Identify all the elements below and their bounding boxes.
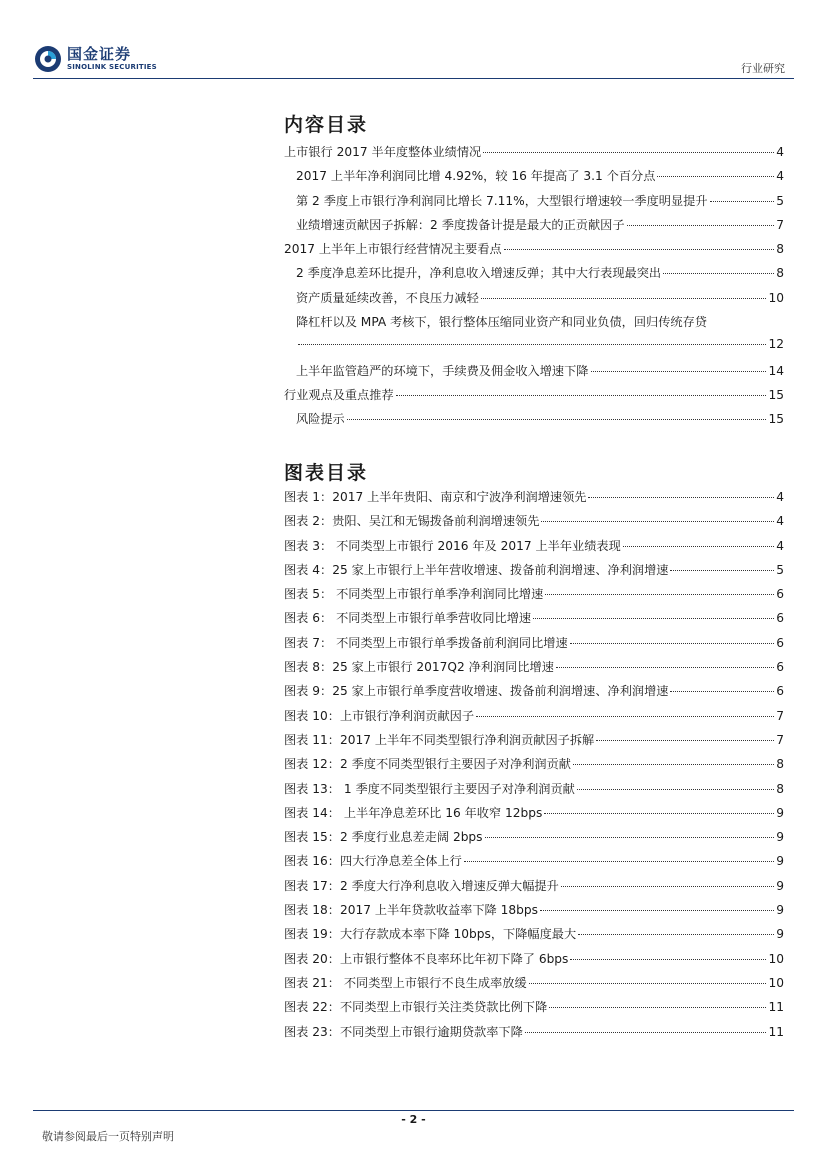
dot-leader — [623, 546, 774, 547]
sinolink-logo-icon — [33, 44, 63, 74]
figure-entry-text: 图表 18：2017 上半年贷款收益率下降 18bps — [284, 903, 538, 918]
dot-leader — [476, 716, 774, 717]
figure-entry[interactable] — [284, 998, 784, 1022]
figure-page-number: 6 — [776, 587, 784, 602]
figure-entry-text: 图表 11：2017 上半年不同类型银行净利润贡献因子拆解 — [284, 732, 595, 747]
dot-leader — [710, 201, 775, 202]
figure-entry-text: 图表 22：不同类型上市银行关注类贷款比例下降 — [284, 1000, 548, 1015]
logo-cn-text: 国金证券 — [67, 45, 132, 63]
figure-entry[interactable] — [284, 780, 784, 804]
page-number: - 2 - — [401, 1113, 426, 1126]
toc-page-number: 8 — [776, 266, 784, 281]
logo-en-text: SINOLINK SECURITIES — [67, 63, 157, 71]
dot-leader — [657, 176, 774, 177]
toc-page-number: 15 — [768, 412, 784, 427]
figure-entry[interactable] — [284, 707, 784, 731]
disclaimer-note: 敬请参阅最后一页特别声明 — [42, 1130, 174, 1143]
figure-entry[interactable] — [284, 804, 784, 828]
footer-divider — [33, 1110, 794, 1111]
figure-entry-text: 图表 10：上市银行净利润贡献因子 — [284, 708, 475, 723]
figure-page-number: 11 — [768, 1024, 784, 1039]
figure-entry[interactable] — [284, 901, 784, 925]
dot-leader — [481, 298, 767, 299]
toc-entry[interactable] — [284, 313, 784, 337]
figure-entry-text: 图表 19：大行存款成本率下降 10bps，下降幅度最大 — [284, 927, 577, 942]
dot-leader — [670, 691, 774, 692]
figure-entry-text: 图表 12：2 季度不同类型银行主要因子对净利润贡献 — [284, 757, 571, 772]
dot-leader — [533, 618, 774, 619]
toc-entry-text: 降杠杆以及 MPA 考核下，银行整体压缩同业资产和同业负债，回归传统存贷 — [296, 315, 707, 330]
toc-entry-text: 上半年监管趋严的环境下，手续费及佣金收入增速下降 — [296, 363, 589, 378]
figure-entry[interactable] — [284, 658, 784, 682]
figure-entry-text: 图表 23：不同类型上市银行逾期贷款率下降 — [284, 1024, 523, 1039]
dot-leader — [396, 395, 767, 396]
toc-entry-text: 第 2 季度上市银行净利润同比增长 7.11%，大型银行增速较一季度明显提升 — [296, 193, 708, 208]
figure-entry-text: 图表 4：25 家上市银行上半年营收增速、拨备前利润增速、净利润增速 — [284, 562, 669, 577]
toc-entry[interactable] — [284, 240, 784, 264]
toc-entry-text: 2017 上半年上市银行经营情况主要看点 — [284, 242, 502, 257]
figure-entry-text: 图表 13： 1 季度不同类型银行主要因子对净利润贡献 — [284, 781, 575, 796]
figure-entry-text: 图表 16：四大行净息差全体上行 — [284, 854, 462, 869]
dot-leader — [556, 667, 774, 668]
toc-page-number: 15 — [768, 387, 784, 402]
page-header — [0, 0, 827, 80]
figure-page-number: 7 — [776, 732, 784, 747]
figure-entry[interactable] — [284, 682, 784, 706]
figure-entry[interactable] — [284, 877, 784, 901]
toc-entry[interactable] — [284, 192, 784, 216]
toc-entry-text: 行业观点及重点推荐 — [284, 387, 394, 402]
figure-entry[interactable] — [284, 609, 784, 633]
dot-leader — [596, 740, 774, 741]
figure-entry[interactable] — [284, 755, 784, 779]
dot-leader — [670, 570, 774, 571]
dot-leader — [578, 934, 774, 935]
figure-page-number: 9 — [776, 878, 784, 893]
figure-entry[interactable] — [284, 488, 784, 512]
toc-page-number: 14 — [768, 363, 784, 378]
figure-entry[interactable] — [284, 634, 784, 658]
figure-entry[interactable] — [284, 585, 784, 609]
dot-leader — [663, 273, 774, 274]
figure-entry-text: 图表 21： 不同类型上市银行不良生成率放缓 — [284, 975, 527, 990]
dot-leader — [573, 764, 774, 765]
toc-page-number: 10 — [768, 290, 784, 305]
figure-entry-text: 图表 7： 不同类型上市银行单季拨备前利润同比增速 — [284, 635, 568, 650]
figure-entry-text: 图表 2：贵阳、吴江和无锡拨备前利润增速领先 — [284, 514, 540, 529]
header-divider — [33, 78, 794, 79]
toc-entry[interactable] — [284, 337, 784, 361]
figure-entry[interactable] — [284, 537, 784, 561]
figure-entry[interactable] — [284, 512, 784, 536]
toc-entry-text: 资产质量延续改善，不良压力减轻 — [296, 290, 479, 305]
figure-entry[interactable] — [284, 828, 784, 852]
company-logo — [33, 44, 157, 74]
figure-entry-text: 图表 20：上市银行整体不良率环比年初下降了 6bps — [284, 951, 569, 966]
figure-page-number: 6 — [776, 684, 784, 699]
dot-leader — [464, 861, 774, 862]
figures-list — [284, 488, 784, 1047]
figure-entry[interactable] — [284, 925, 784, 949]
toc-page-number: 4 — [776, 145, 784, 159]
dot-leader — [347, 419, 767, 420]
figure-page-number: 11 — [768, 1000, 784, 1015]
toc-entry-text: 2017 上半年净利润同比增 4.92%，较 16 年提高了 3.1 个百分点 — [296, 169, 656, 184]
dot-leader — [544, 813, 774, 814]
dot-leader — [541, 521, 774, 522]
figure-page-number: 7 — [776, 708, 784, 723]
figure-entry-text: 图表 8：25 家上市银行 2017Q2 净利润同比增速 — [284, 660, 554, 675]
toc-entry[interactable] — [284, 410, 784, 434]
dot-leader — [591, 371, 767, 372]
dot-leader — [483, 152, 774, 153]
dot-leader — [588, 497, 774, 498]
figure-entry[interactable] — [284, 974, 784, 998]
dot-leader — [545, 594, 774, 595]
figure-entry[interactable] — [284, 950, 784, 974]
dot-leader — [570, 959, 766, 960]
toc-page-number: 5 — [776, 193, 784, 208]
toc-page-number: 4 — [776, 169, 784, 184]
toc-entry[interactable] — [284, 216, 784, 240]
dot-leader — [529, 983, 767, 984]
figure-page-number: 8 — [776, 781, 784, 796]
figure-page-number: 10 — [768, 975, 784, 990]
toc-page-number: 8 — [776, 242, 784, 257]
toc-entry[interactable] — [284, 289, 784, 313]
toc-entry[interactable] — [284, 143, 784, 167]
figure-page-number: 6 — [776, 660, 784, 675]
toc-entry[interactable] — [284, 167, 784, 191]
figure-entry-text: 图表 6： 不同类型上市银行单季营收同比增速 — [284, 611, 532, 626]
figure-entry[interactable] — [284, 1023, 784, 1047]
figures-title: 图表目录 — [284, 462, 369, 484]
figure-page-number: 10 — [768, 951, 784, 966]
toc-title: 内容目录 — [284, 114, 369, 136]
toc-list — [284, 143, 784, 435]
toc-page-number: 12 — [768, 337, 784, 352]
figure-entry-text: 图表 17：2 季度大行净利息收入增速反弹大幅提升 — [284, 878, 559, 893]
figure-entry-text: 图表 5： 不同类型上市银行单季净利润同比增速 — [284, 587, 544, 602]
toc-entry-text: 风险提示 — [296, 412, 345, 427]
dot-leader — [298, 344, 766, 345]
dot-leader — [525, 1032, 767, 1033]
toc-entry[interactable] — [284, 264, 784, 288]
figure-page-number: 5 — [776, 562, 784, 577]
toc-entry-text: 2 季度净息差环比提升，净利息收入增速反弹；其中大行表现最突出 — [296, 266, 662, 281]
dot-leader — [627, 225, 775, 226]
figure-page-number: 9 — [776, 903, 784, 918]
figure-entry-text: 图表 9：25 家上市银行单季度营收增速、拨备前利润增速、净利润增速 — [284, 684, 669, 699]
dot-leader — [561, 886, 774, 887]
toc-entry-text: 上市银行 2017 半年度整体业绩情况 — [284, 145, 482, 159]
figure-page-number: 9 — [776, 927, 784, 942]
figure-entry-text: 图表 14： 上半年净息差环比 16 年收窄 12bps — [284, 805, 543, 820]
dot-leader — [485, 837, 775, 838]
dot-leader — [570, 643, 775, 644]
dot-leader — [577, 789, 774, 790]
figure-entry-text: 图表 3： 不同类型上市银行 2016 年及 2017 上半年业绩表现 — [284, 538, 621, 553]
figure-entry[interactable] — [284, 852, 784, 876]
toc-entry[interactable] — [284, 386, 784, 410]
figure-page-number: 9 — [776, 805, 784, 820]
figure-page-number: 6 — [776, 635, 784, 650]
figure-entry-text: 图表 15：2 季度行业息差走阔 2bps — [284, 830, 483, 845]
toc-entry-text: 业绩增速贡献因子拆解：2 季度拨备计提是最大的正贡献因子 — [296, 217, 625, 232]
figure-entry[interactable] — [284, 561, 784, 585]
figure-page-number: 6 — [776, 611, 784, 626]
toc-page-number: 7 — [776, 217, 784, 232]
report-category: 行业研究 — [741, 62, 785, 75]
toc-entry[interactable] — [284, 362, 784, 386]
figure-page-number: 8 — [776, 757, 784, 772]
dot-leader — [549, 1007, 766, 1008]
figure-page-number: 4 — [776, 490, 784, 504]
figure-page-number: 9 — [776, 854, 784, 869]
dot-leader — [504, 249, 775, 250]
dot-leader — [540, 910, 774, 911]
figure-page-number: 9 — [776, 830, 784, 845]
figure-page-number: 4 — [776, 538, 784, 553]
figure-entry[interactable] — [284, 731, 784, 755]
figure-entry-text: 图表 1：2017 上半年贵阳、南京和宁波净利润增速领先 — [284, 490, 587, 504]
figure-page-number: 4 — [776, 514, 784, 529]
